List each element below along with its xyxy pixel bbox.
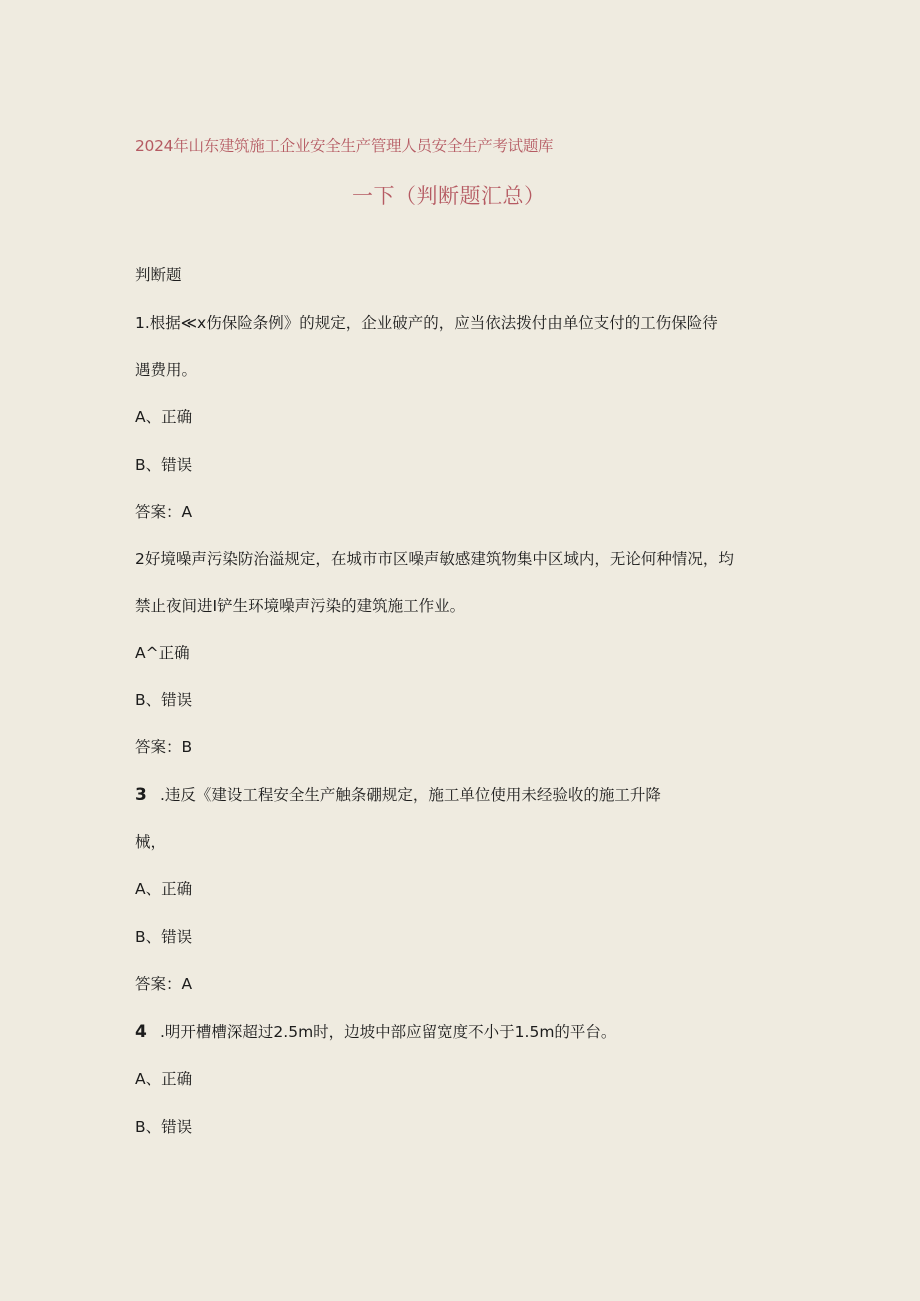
question-3-option-a: A、正确	[135, 880, 193, 898]
section-heading: 判断题	[135, 266, 182, 284]
question-1-answer: 答案：A	[135, 503, 193, 521]
question-3-option-b: B、错误	[135, 928, 193, 946]
question-4-option-b: B、错误	[135, 1118, 193, 1136]
document-title-line-1: 2024年山东建筑施工企业安全生产管理人员安全生产考试题库	[135, 137, 554, 155]
question-1-option-a: A、正确	[135, 408, 193, 426]
question-1-text-line-1: 1.根据≪x伤保险条例》的规定，企业破产的，应当依法拨付由单位支付的工伤保险待	[135, 314, 718, 332]
question-2-answer: 答案：B	[135, 738, 193, 756]
question-2-option-b: B、错误	[135, 691, 193, 709]
question-4-option-a: A、正确	[135, 1070, 193, 1088]
question-1-option-b: B、错误	[135, 456, 193, 474]
question-2-text-line-2: 禁止夜间进I铲生环境噪声污染的建筑施工作业。	[135, 597, 466, 615]
question-1-text-line-2: 遇费用。	[135, 361, 198, 379]
question-2-text-line-1: 2好境噪声污染防治溢规定，在城市市区噪声敏感建筑物集中区域内，无论何种情况，均	[135, 550, 734, 568]
question-3-text-line-1: .违反《建设工程安全生产触条硼规定，施工单位使用未经验收的施工升降	[160, 786, 661, 804]
question-4-number: 4	[135, 1022, 147, 1042]
question-2-option-a: A^正确	[135, 644, 190, 662]
document-title-line-2: 一下（判断题汇总）	[352, 184, 546, 208]
question-3-text-line-2: 械，	[135, 833, 167, 851]
question-3-answer: 答案：A	[135, 975, 193, 993]
question-4-text-line-1: .明开槽槽深超过2.5m时，边坡中部应留宽度不小于1.5m的平台。	[160, 1023, 617, 1041]
question-3-number: 3	[135, 785, 147, 805]
